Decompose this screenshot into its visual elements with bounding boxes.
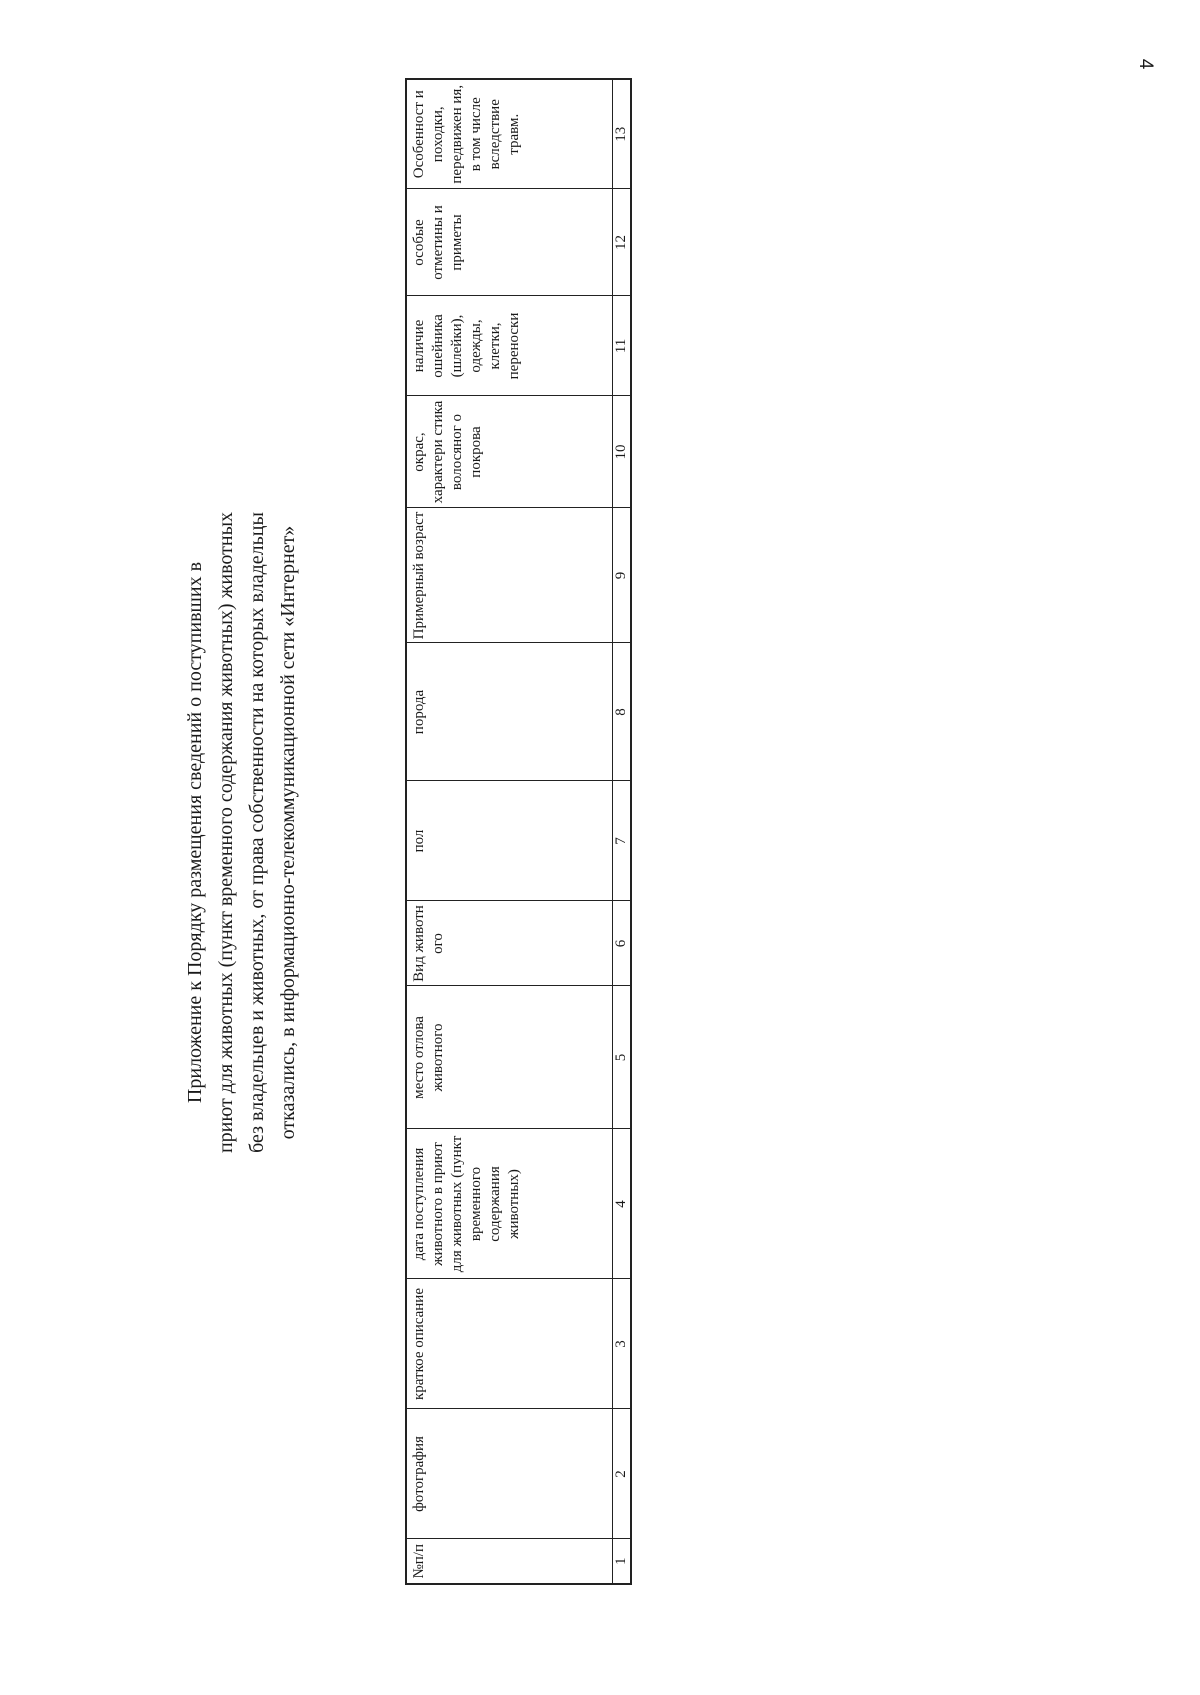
header-cell-species: Вид животн ого	[406, 901, 612, 986]
table-header-row	[406, 79, 612, 1584]
header-cell-breed: порода	[406, 643, 612, 781]
heading-line: Приложение к Порядку размещения сведений о поступивших в	[184, 561, 206, 1104]
header-cell-sex: пол	[406, 781, 612, 901]
header-cell-age: Примерный возраст	[406, 508, 612, 643]
column-number-cell: 11	[612, 296, 631, 396]
column-number-cell: 9	[612, 508, 631, 643]
column-number-cell: 8	[612, 643, 631, 781]
page-number: 4	[1135, 58, 1156, 70]
column-number-cell: 5	[612, 986, 631, 1129]
header-cell-photo: фотография	[406, 1409, 612, 1539]
header-cell-color: окрас, характери стика волосяног о покрова	[406, 396, 612, 508]
column-number-cell: 4	[612, 1129, 631, 1279]
header-cell-capture-place: место отлова животного	[406, 986, 612, 1129]
heading-line: без владельцев и животных, от права собственности на которых владельцы	[246, 512, 268, 1153]
header-cell-gait: Особенност и походки, передвижен ия, в том числе вследствие травм.	[406, 79, 612, 189]
column-number-cell: 13	[612, 79, 631, 189]
heading-line: приют для животных (пункт временного содержания животных) животных	[215, 511, 237, 1154]
header-cell-arrival-date: дата поступления животного в приют для животных (пункт временного содержания животных)	[406, 1129, 612, 1279]
column-number-cell: 2	[612, 1409, 631, 1539]
column-number-cell: 3	[612, 1279, 631, 1409]
table-row-column-numbers	[612, 79, 631, 1584]
document-heading	[180, 80, 375, 1585]
rotated-landscape-content	[180, 80, 640, 1585]
column-number-cell: 12	[612, 189, 631, 296]
column-number-cell: 6	[612, 901, 631, 986]
column-number-cell: 7	[612, 781, 631, 901]
header-cell-number: №п/п	[406, 1539, 612, 1584]
heading-line: отказались, в информационно-телекоммуникационной сети «Интернет»	[277, 525, 299, 1140]
header-cell-description: краткое описание	[406, 1279, 612, 1409]
header-cell-marks: особые отметины и приметы	[406, 189, 612, 296]
column-number-cell: 1	[612, 1539, 631, 1584]
animal-register-table	[405, 78, 632, 1585]
header-cell-collar: наличие ошейника (шлейки), одежды, клетки, переноски	[406, 296, 612, 396]
column-number-cell: 10	[612, 396, 631, 508]
